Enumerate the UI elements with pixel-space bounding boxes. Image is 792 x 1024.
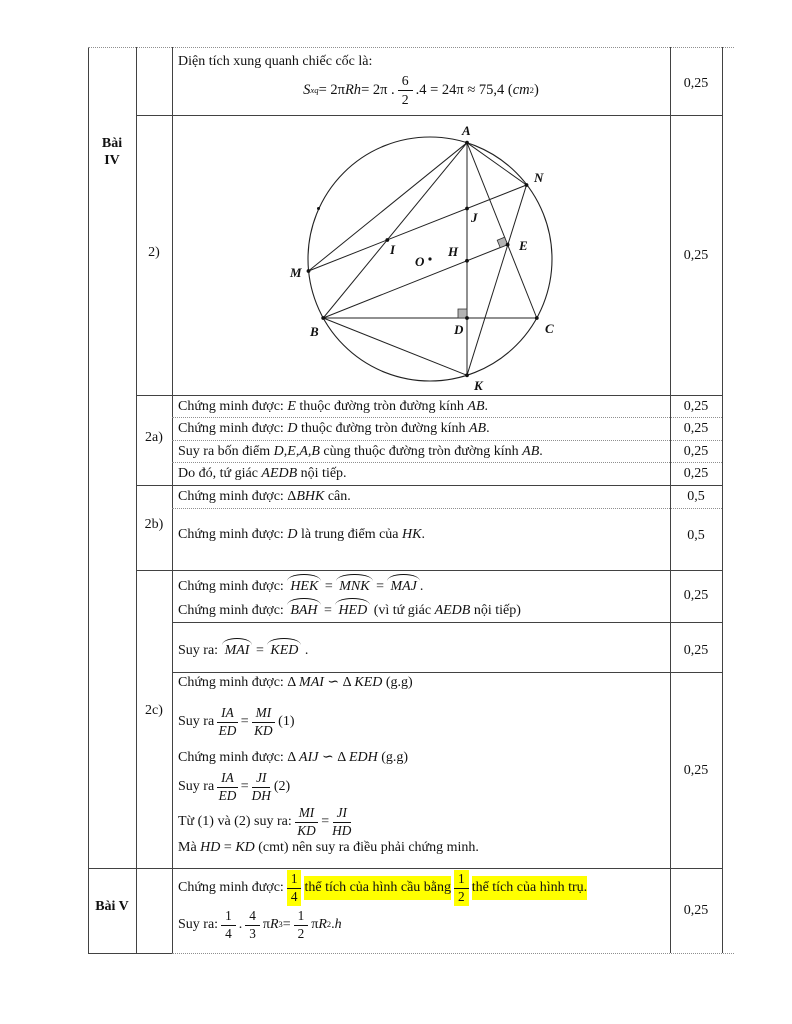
fraction-denominator: ED (218, 722, 237, 738)
text-segment: = 2π . (361, 81, 395, 98)
text-segment: = (321, 579, 337, 594)
text-segment: = (372, 579, 388, 594)
angle-hat: KED (267, 639, 301, 658)
superscript: 3 (278, 920, 283, 929)
text-segment: nội tiếp. (297, 466, 347, 481)
fraction-numerator: 4 (245, 909, 260, 926)
proof-line (178, 418, 666, 440)
fraction (398, 73, 413, 106)
text-segment: . (331, 917, 335, 932)
proof-line (178, 525, 666, 545)
proof-line (178, 639, 666, 661)
proof-line (178, 704, 666, 740)
math-segment: R (269, 917, 279, 932)
table-border-top (88, 47, 734, 48)
text-segment: (1) (278, 714, 295, 729)
math-segment: AB (468, 421, 487, 436)
score-cell: 0,25 (683, 399, 709, 414)
fraction (217, 706, 238, 738)
math-segment: D (287, 421, 298, 436)
fraction-numerator: JI (252, 771, 270, 788)
text-segment: (cmt) nên suy ra điều phải chứng minh. (254, 840, 479, 855)
text-segment: Do đó, tứ giác (178, 466, 262, 481)
score-cell: 0,25 (683, 903, 709, 918)
score-cell: 0,25 (683, 588, 709, 603)
figure-label-M: M (290, 265, 302, 280)
text-segment: Chứng minh được: (178, 527, 288, 542)
figure-label-H: H (448, 244, 459, 259)
fraction (252, 771, 271, 803)
text-segment: Suy ra bốn điểm (178, 444, 274, 459)
math-segment: HD (200, 840, 221, 855)
row-divider (136, 115, 722, 116)
proof-line (178, 769, 666, 805)
proof-line (178, 748, 666, 768)
fraction-denominator: 4 (225, 925, 232, 941)
proof-line (178, 575, 666, 597)
math-segment: cm (512, 81, 530, 98)
text-segment: . (539, 444, 543, 459)
figure-label-J: J (471, 210, 478, 225)
angle-hat: HEK (287, 575, 321, 594)
figure-point-M (307, 269, 311, 273)
fraction (287, 870, 302, 906)
fraction-numerator: IA (217, 771, 238, 788)
text-segment: . (421, 527, 425, 542)
fraction-denominator: KD (297, 822, 316, 838)
text-segment: = (321, 814, 330, 829)
text-segment: nội tiếp) (470, 603, 521, 618)
proof-line (178, 673, 666, 693)
text-segment: (g.g) (382, 675, 413, 690)
row-divider (88, 868, 722, 869)
figure-point-J (465, 207, 469, 211)
text-segment: cùng thuộc đường tròn đường kính (319, 444, 523, 459)
text-segment: Suy ra (178, 714, 215, 729)
text-segment: = (282, 917, 291, 932)
fraction-numerator: 6 (398, 73, 413, 90)
angle-hat: MAI (222, 639, 253, 658)
math-segment: MAI (299, 675, 324, 690)
text-segment: Chứng minh được: Δ (178, 489, 297, 504)
math-segment: AB (522, 444, 540, 459)
score-cell: 0,25 (683, 248, 709, 263)
section-label-bai-v: Bài V (95, 899, 129, 914)
fraction-denominator: 4 (290, 888, 298, 904)
fraction-numerator: 1 (294, 909, 309, 926)
item-label-2a: 2a) (145, 430, 163, 445)
row-divider (136, 570, 722, 571)
text-segment: Chứng minh được: (178, 579, 288, 594)
fraction-denominator: DH (251, 787, 271, 803)
math-segment: AIJ (299, 750, 319, 765)
math-segment: S (303, 81, 311, 98)
text-segment: π (262, 917, 270, 932)
angle-hat: MNK (336, 575, 372, 594)
text-segment: thể tích của hình trụ. (472, 876, 587, 900)
section-label-bai-iv (88, 135, 136, 169)
fraction (221, 909, 236, 941)
math-segment: D,E,A,B (273, 444, 320, 459)
figure-point-N (525, 183, 529, 187)
text-segment: = (240, 714, 249, 729)
figure-point-A (465, 141, 469, 145)
figure-point-O (428, 257, 431, 260)
section-label-text: Bài IV (101, 136, 123, 168)
figure-label-K: K (474, 378, 483, 393)
text-segment: Suy ra: (178, 917, 219, 932)
text-segment: = 2π (318, 81, 345, 98)
math-segment: E (287, 399, 296, 414)
fraction-denominator: ED (218, 787, 237, 803)
text-segment: . (301, 643, 309, 658)
superscript: 2 (529, 85, 535, 95)
fraction-numerator: 1 (454, 872, 469, 889)
math-segment: BHK (296, 489, 325, 504)
math-segment: AB (467, 399, 485, 414)
fraction-numerator: JI (333, 806, 351, 823)
figure-label-D: D (454, 322, 464, 337)
proof-line (178, 599, 666, 621)
right-angle-mark-D (458, 309, 467, 318)
formula-line (172, 69, 670, 111)
math-segment: R (318, 917, 327, 932)
figure-point-D (465, 316, 469, 320)
figure-label-N: N (534, 170, 544, 185)
geometry-figure (285, 125, 565, 400)
proof-line (178, 463, 666, 485)
text-segment: ∽ Δ (323, 675, 355, 690)
fraction (295, 806, 319, 838)
math-segment: AEDB (261, 466, 298, 481)
math-segment: HK (402, 527, 422, 542)
fraction-numerator: MI (252, 706, 276, 723)
table-border-right (722, 47, 723, 953)
figure-label-I: I (390, 242, 396, 257)
proof-line (178, 908, 666, 942)
table-border-left (88, 47, 89, 953)
text-segment: Chứng minh được: (178, 603, 288, 618)
text-segment: ) (534, 81, 539, 98)
text-segment: là trung điểm của (297, 527, 403, 542)
score-cell: 0,25 (683, 76, 709, 91)
score-cell: 0,25 (683, 643, 709, 658)
score-cell: 0,25 (683, 763, 709, 778)
text-segment: Mà (178, 840, 201, 855)
text-segment: . (486, 421, 490, 436)
figure-segment-AC (467, 143, 537, 318)
score-cell: 0,5 (687, 528, 705, 543)
text-segment: (2) (273, 779, 291, 794)
text-segment: Chứng minh được: Δ (178, 675, 300, 690)
text-segment: Chứng minh được: Δ (178, 750, 300, 765)
proof-line (178, 838, 666, 858)
math-segment: KD (235, 840, 255, 855)
row-divider-dotted (172, 508, 722, 509)
figure-label-O: O (415, 254, 425, 269)
text-segment: . (238, 917, 243, 932)
math-segment: Rh (344, 81, 362, 98)
text-segment: = (252, 643, 268, 658)
figure-label-C: C (545, 321, 554, 336)
text-segment: = (220, 840, 236, 855)
figure-label-A: A (462, 125, 471, 138)
fraction-denominator: 3 (249, 925, 256, 941)
text-segment: thuộc đường tròn đường kính (297, 421, 469, 436)
proof-line (178, 396, 666, 418)
fraction (245, 909, 260, 941)
fraction (454, 870, 469, 906)
figure-point-E (506, 243, 510, 247)
score-cell: 0,25 (683, 444, 709, 459)
fraction-numerator: 1 (287, 872, 302, 889)
fraction-numerator: 1 (221, 909, 236, 926)
answer-table (88, 47, 722, 953)
fraction-numerator: MI (295, 806, 319, 823)
text-segment: Suy ra (178, 779, 215, 794)
item-label-2: 2) (148, 245, 160, 260)
fraction (252, 706, 276, 738)
math-segment: AEDB (434, 603, 471, 618)
text-segment: . (419, 579, 424, 594)
table-border-bottom-dotted (172, 953, 734, 954)
right-angle-mark-E (497, 237, 507, 247)
text-segment: Chứng minh được: (178, 880, 284, 895)
text-segment: thể tích của hình cầu bằng (304, 876, 451, 900)
fraction-numerator: IA (217, 706, 238, 723)
score-cell: 0,5 (687, 489, 705, 504)
text-segment: Chứng minh được: (178, 399, 288, 414)
fraction-denominator: 2 (401, 91, 409, 107)
figure-point-I (385, 238, 389, 242)
figure-point-K (465, 373, 469, 377)
figure-label-B: B (310, 324, 319, 339)
math-segment: h (334, 917, 342, 932)
text-segment: Từ (1) và (2) suy ra: (178, 814, 292, 829)
text-segment: .4 = 24π ≈ 75,4 ( (415, 81, 513, 98)
fraction-denominator: KD (254, 722, 273, 738)
angle-hat: HED (335, 599, 370, 618)
col-divider-2 (172, 47, 173, 953)
fraction-denominator: 2 (458, 888, 465, 904)
math-segment: KED (354, 675, 383, 690)
math-segment: D (287, 527, 298, 542)
proof-line (178, 441, 666, 463)
row-divider (136, 485, 722, 486)
text-segment: (vì tứ giác (370, 603, 435, 618)
figure-point-B (321, 316, 325, 320)
text-segment: π (311, 917, 319, 932)
fraction (294, 909, 309, 941)
text-segment: cân. (324, 489, 351, 504)
math-segment: EDH (348, 750, 378, 765)
text-segment: (g.g) (377, 750, 409, 765)
item-label-2c: 2c) (145, 703, 163, 718)
angle-hat: BAH (287, 599, 320, 618)
text-segment: = (320, 603, 336, 618)
angle-hat: MAJ (387, 575, 419, 594)
score-cell: 0,25 (683, 466, 709, 481)
proof-line (178, 487, 666, 507)
row-divider (172, 622, 722, 623)
fraction-denominator: 2 (297, 925, 305, 941)
table-border-bottom-left (88, 953, 172, 954)
fraction-denominator: HD (332, 822, 352, 838)
text-segment: Diện tích xung quanh chiếc cốc là: (178, 54, 373, 69)
text-segment: Suy ra: (178, 643, 222, 658)
figure-point-C (535, 316, 539, 320)
text-segment: . (484, 399, 489, 414)
fraction (217, 771, 238, 803)
figure-point-H (465, 259, 469, 263)
superscript: 2 (326, 920, 332, 929)
text-segment: thuộc đường tròn đường kính (295, 399, 468, 414)
col-divider-1 (136, 47, 137, 953)
proof-line (178, 804, 666, 840)
fraction (332, 806, 351, 838)
figure-segment-AB (323, 143, 467, 318)
subscript: xq (310, 85, 319, 95)
item-label-2b: 2b) (144, 517, 164, 532)
figure-segment-AM (309, 143, 468, 271)
arc-dot (317, 207, 320, 210)
score-cell: 0,25 (683, 421, 709, 436)
proof-line (178, 871, 666, 905)
text-segment: Chứng minh được: (178, 421, 288, 436)
figure-label-E: E (519, 238, 528, 253)
text-segment: = (240, 779, 249, 794)
text-segment: ∽ Δ (318, 750, 349, 765)
